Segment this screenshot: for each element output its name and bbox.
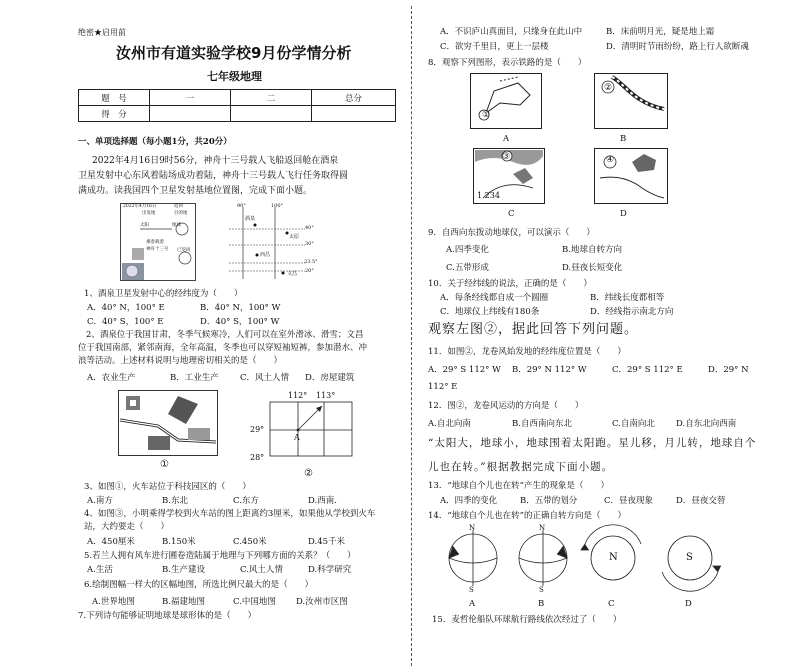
globe-n-label: N [539, 524, 546, 532]
question-11: 11．如图②，龙卷风始发地的经纬度位置是（ ） [428, 347, 626, 357]
q12-option[interactable]: A.自北向南 [428, 419, 471, 429]
q4-option[interactable]: A．450厘米 [87, 537, 135, 547]
question-5: 5.若兰人拥有风车进行圃卷造陆属于地理与下列哪方面的关系？（ ） [84, 551, 356, 561]
q2-option-c[interactable]: C．风土人情 [240, 373, 290, 383]
lon-label: 90° [237, 203, 246, 209]
q5-option[interactable]: C.风土人情 [240, 565, 283, 575]
globe-s-label: S [539, 586, 544, 594]
handwritten-quote: “太阳大，地球小，地球围着太阳跑。星儿移，月儿转，地球自个 [428, 437, 757, 449]
figure-b-num: ② [604, 83, 613, 93]
q3-option[interactable]: B.东北 [162, 496, 188, 506]
q2-option-b[interactable]: B．工业生产 [170, 373, 219, 383]
score-input[interactable] [231, 106, 312, 122]
score-cell: 题 号 [79, 90, 150, 106]
q11-option[interactable]: B．29° N 112° W [512, 365, 587, 375]
grid-lon-label: 112° [288, 391, 308, 400]
q14-option[interactable]: C [608, 599, 615, 609]
q11-option-tail: 112° E [428, 382, 458, 392]
question-12: 12．图②，龙卷风运动的方向是（ ） [428, 401, 584, 411]
page-title: 汝州市有道实验学校9月份学情分析 [116, 44, 352, 62]
q14-option[interactable]: D [685, 599, 692, 609]
q9-option[interactable]: B.地球自转方向 [562, 245, 622, 255]
q1-option-d[interactable]: D．40° S，100° W [200, 317, 280, 327]
q7-option[interactable]: A．不识庐山真面目，只缘身在此山中 [440, 27, 583, 37]
q13-option[interactable]: C．昼夜现象 [604, 496, 654, 506]
question-8: 8．观察下列图形，表示铁路的是（ ） [428, 58, 587, 68]
q5-option[interactable]: D.科学研究 [308, 565, 352, 575]
q10-option[interactable]: B．纬线长度都相等 [590, 293, 665, 303]
question-3: 3、如图①，火车站位于科技园区的（ ） [84, 482, 251, 492]
secret-label: 绝密★启用前 [78, 28, 126, 37]
question-4-line: 站，大约要走（ ） [84, 522, 170, 532]
q1-option-a[interactable]: A．40° N，100° E [87, 303, 165, 313]
city-label: 酒泉 [245, 216, 256, 222]
question-2-line: 2、酒泉位于我国甘肃，冬季气候寒冷，人们可以在室外滑冰、滑雪；文昌 [86, 330, 364, 340]
globe-n-label: N [609, 552, 618, 563]
q10-option[interactable]: D．经线指示南北方向 [590, 307, 674, 317]
q12-option[interactable]: D.自东北向西南 [676, 419, 737, 429]
q7-option[interactable]: C．欲穷千里目，更上一层楼 [440, 42, 549, 52]
lat-label: 23.5° [304, 259, 318, 265]
rocket-caption: 已返回 [177, 248, 191, 253]
handwritten-note: 观察左图②，据此回答下列问题。 [428, 322, 639, 337]
question-4-line: 4、如图③，小明乘得学校到火车站的图上距离约3厘米，如果他从学校到火车 [84, 509, 376, 519]
score-cell: 二 [231, 90, 312, 106]
question-1: 1、酒泉卫星发射中心的经纬度为（ ） [84, 289, 243, 299]
figure-c-label: C [508, 209, 515, 219]
q6-option[interactable]: B.福建地图 [162, 597, 205, 607]
q11-option[interactable]: C．29° S 112° E [612, 365, 683, 375]
passage-line: 卫星发射中心东风着陆场成功着陆，神舟十三号载人飞行任务取得圆 [78, 171, 349, 181]
globe-s-label: S [469, 586, 474, 594]
question-9: 9．自西向东拨动地球仪，可以演示（ ） [428, 228, 595, 238]
q6-option[interactable]: C.中国地图 [233, 597, 276, 607]
photo-caption: 目的地 [174, 211, 188, 216]
score-cell: 总分 [312, 90, 396, 106]
q9-option[interactable]: C.五带形成 [446, 263, 489, 273]
grid-lat-label: 28° [250, 453, 265, 462]
lat-label: 20° [305, 268, 314, 274]
score-input[interactable] [150, 106, 231, 122]
question-15: 15．麦哲伦船队环球航行路线依次经过了（ ） [432, 615, 622, 625]
grid-figure [248, 390, 358, 466]
lat-label: 40° [305, 225, 314, 231]
rocket-caption: 乘着载着 [146, 240, 164, 245]
question-10: 10．关于经纬线的说法，正确的是（ ） [428, 279, 592, 289]
figure-label-2: ② [304, 468, 313, 479]
q13-option[interactable]: D．昼夜交替 [676, 496, 726, 506]
sun-label: 太阳 [140, 223, 149, 228]
city-label: 西昌 [260, 252, 271, 258]
q4-option[interactable]: B.150米 [162, 537, 196, 547]
q3-option[interactable]: D.西南. [308, 496, 337, 506]
q12-option[interactable]: B.自西南向东北 [512, 419, 572, 429]
q12-option[interactable]: C.自南向北 [612, 419, 655, 429]
grid-lon-label: 113° [316, 391, 336, 400]
figure-b-label: B [620, 134, 627, 144]
q5-option[interactable]: B.生产建设 [162, 565, 205, 575]
question-13: 13．“地球自个儿也在转”产生的现象是（ ） [428, 481, 610, 491]
q6-option[interactable]: D.汝州市区图 [296, 597, 348, 607]
page-subtitle: 七年级地理 [207, 70, 262, 83]
grid-lat-label: 29° [250, 425, 265, 434]
q6-option[interactable]: A.世界地图 [92, 597, 135, 607]
q9-option[interactable]: D.昼夜长短变化 [562, 263, 623, 273]
question-2-line: 浪等活动。上述材料说明与地理密切相关的是（ ） [78, 356, 283, 366]
rocket-caption: 神舟十三号 [146, 247, 169, 252]
figure-c-num: ③ [502, 152, 511, 162]
q3-option[interactable]: A.南方 [87, 496, 113, 506]
handwritten-quote: 儿也在转。”根据教据完成下面小题。 [428, 461, 614, 473]
rotation-globes [445, 522, 725, 592]
q10-option[interactable]: C．地球仪上纬线有180条 [440, 307, 540, 317]
globe-s-label: S [686, 552, 693, 563]
figure-label-1: ① [160, 459, 169, 470]
campus-map-figure [118, 390, 218, 456]
q11-option[interactable]: D．29° N [708, 365, 749, 375]
question-14: 14．“地球自个儿也在转”的正确自转方向是（ ） [428, 511, 627, 521]
score-table [78, 89, 396, 122]
photo-caption: 返回 [174, 204, 183, 209]
q1-option-b[interactable]: B．40° N，100° W [200, 303, 281, 313]
q4-option[interactable]: D.45千米 [308, 537, 346, 547]
q14-option[interactable]: A [469, 599, 476, 609]
score-input[interactable] [312, 106, 396, 122]
globe-n-label: N [469, 524, 476, 532]
lat-label: 30° [305, 241, 314, 247]
q14-option[interactable]: B [538, 599, 545, 609]
latlon-figure [225, 203, 318, 281]
q7-option[interactable]: B．床前明月光，疑是地上霜 [606, 27, 715, 37]
q9-option[interactable]: A.四季变化 [446, 245, 489, 255]
city-label: 太原 [289, 234, 300, 240]
city-label: 文昌 [287, 271, 298, 277]
lon-label: 100° [271, 203, 284, 209]
grid-point-label: A [294, 433, 300, 442]
q13-option[interactable]: B．五带的划分 [520, 496, 578, 506]
figure-a-num: ① [482, 110, 491, 120]
column-divider [411, 6, 412, 666]
q2-option-d[interactable]: D．房屋建筑 [305, 373, 355, 383]
q11-option[interactable]: A．29° S 112° W [428, 365, 501, 375]
photo-caption: 2022年4月16日 [123, 204, 157, 209]
q2-option-a[interactable]: A．农业生产 [87, 373, 136, 383]
question-6: 6.绘制图幅一样大的区幅地图，所选比例尺最大的是（ ） [84, 580, 314, 590]
q7-option[interactable]: D．清明时节雨纷纷，路上行人欲断魂 [606, 42, 749, 52]
score-cell: 得 分 [79, 106, 150, 122]
question-7: 7.下列诗句能够证明地球是球形体的是（ ） [78, 611, 257, 621]
figure-c-scale: 1 234 [477, 191, 500, 200]
passage-line: 2022年4月16日9时56分，神舟十三号载人飞船返回舱在酒泉 [92, 156, 339, 166]
q1-option-c[interactable]: C．40° S，100° E [87, 317, 164, 327]
section-heading: 一、单项选择题（每小题1分，共20分） [78, 137, 232, 147]
score-cell: 一 [150, 90, 231, 106]
q10-option[interactable]: A．每条经线都自成一个圆圈 [440, 293, 549, 303]
figure-d-label: D [620, 209, 627, 219]
q13-option[interactable]: A．四季的变化 [440, 496, 498, 506]
q4-option[interactable]: C.450米 [233, 537, 267, 547]
launch-figure [120, 203, 196, 281]
photo-caption: 出发地 [142, 211, 156, 216]
figure-a-label: A [503, 134, 510, 144]
passage-line: 满成功。读我国四个卫星发射基地位置图，完成下面小题。 [78, 186, 313, 196]
earth-label: 地球 [172, 223, 181, 228]
question-2-line: 位于我国南部，紧邻南海，全年高温，冬季也可以穿短袖短裤，参加潜水、冲 [78, 343, 368, 353]
figure-a [470, 73, 542, 129]
q5-option[interactable]: A.生活 [87, 565, 113, 575]
figure-d-num: ④ [606, 155, 615, 165]
q3-option[interactable]: C.东方 [233, 496, 259, 506]
